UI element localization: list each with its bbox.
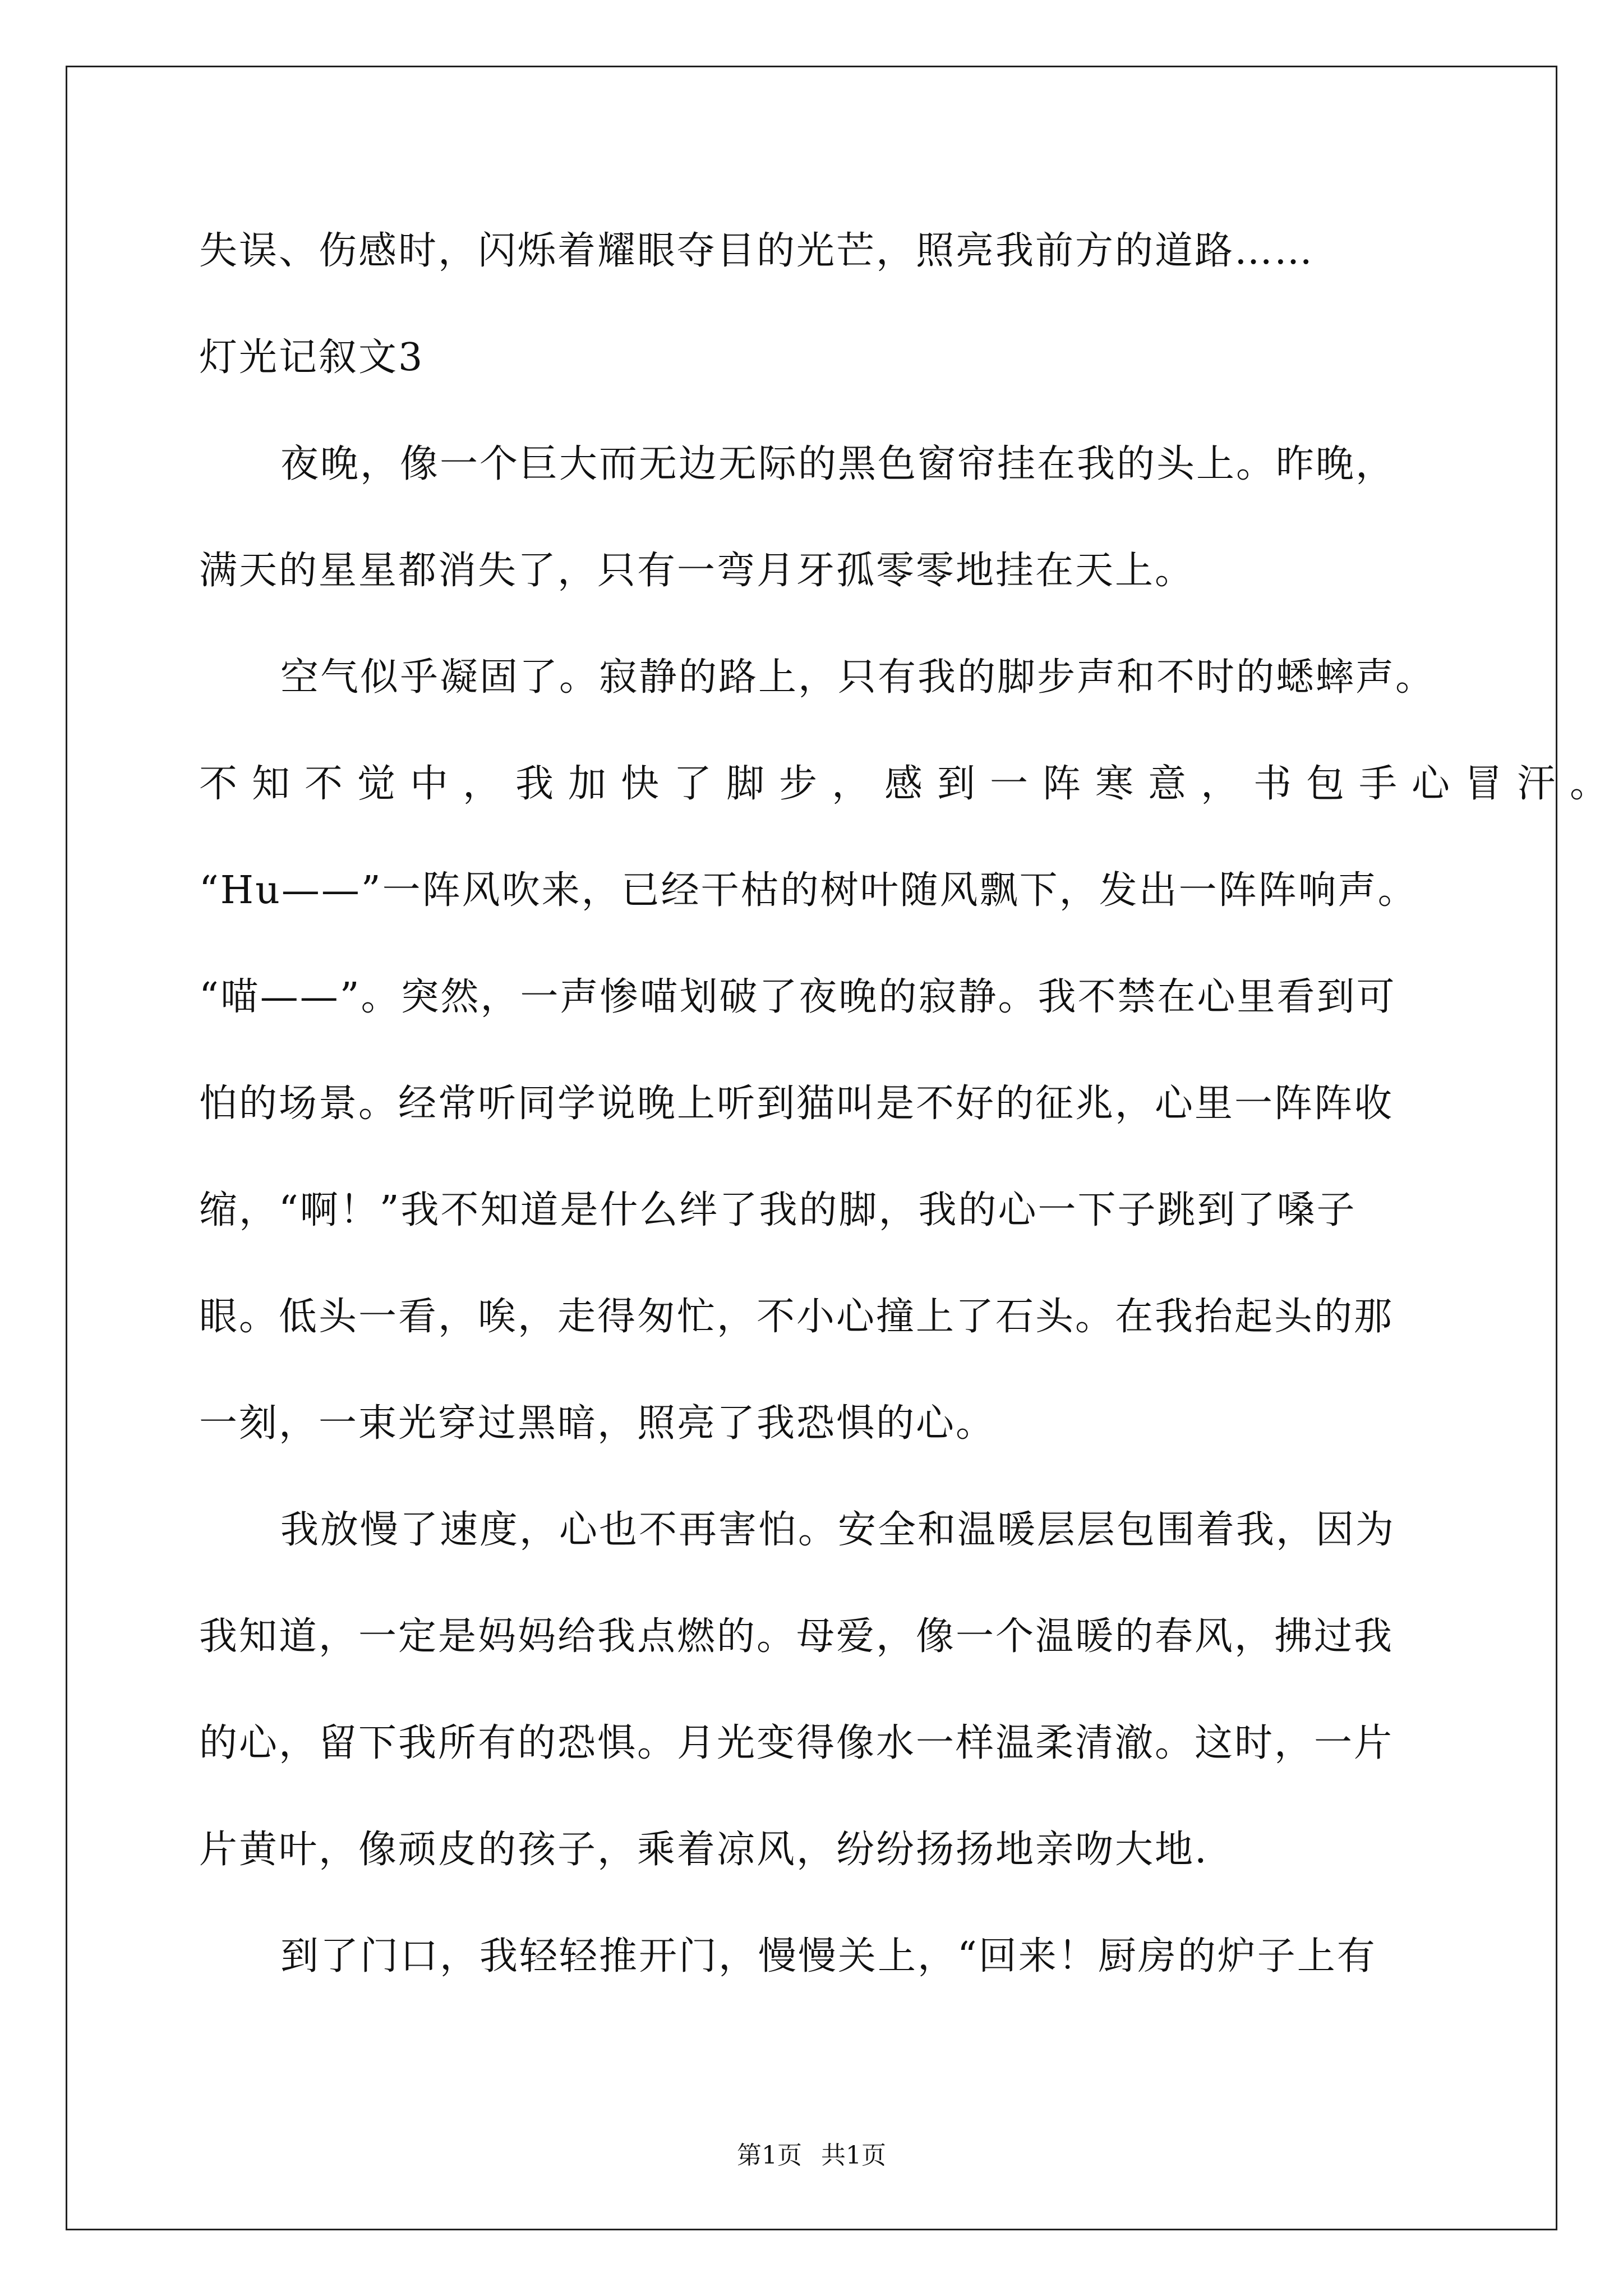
text-line: 不知不觉中，我加快了脚步，感到一阵寒意，书包手心冒汗。 [199,762,1623,806]
text-line: 缩，“啊！”我不知道是什么绊了我的脚，我的心一下子跳到了嗓子 [199,1188,1357,1232]
page-number-footer: 第1页 共1页 [737,2141,886,2170]
text-line: 我放慢了速度，心也不再害怕。安全和温暖层层包围着我，因为 [280,1508,1396,1552]
text-line: 的心，留下我所有的恐惧。月光变得像水一样温柔清澈。这时，一片 [199,1721,1394,1765]
text-line: 片黄叶，像顽皮的孩子，乘着凉风，纷纷扬扬地亲吻大地. [199,1828,1209,1872]
text-line: 我知道，一定是妈妈给我点燃的。母爱，像一个温暖的春风，拂过我 [199,1614,1394,1659]
text-line: 眼。低头一看，唉，走得匆忙，不小心撞上了石头。在我抬起头的那 [199,1295,1394,1339]
page-border [66,66,1557,2230]
text-line: 满天的星星都消失了，只有一弯月牙孤零零地挂在天上。 [199,549,1195,593]
section-heading: 灯光记叙文3 [199,335,425,380]
text-line: “Hu——”一阵风吹来，已经干枯的树叶随风飘下，发出一阵阵响声。 [199,868,1418,913]
text-line: 到了门口，我轻轻推开门，慢慢关上，“回来！厨房的炉子上有 [280,1934,1377,1978]
text-line: 怕的场景。经常听同学说晚上听到猫叫是不好的征兆，心里一阵阵收 [199,1082,1394,1126]
text-line: 夜晚，像一个巨大而无边无际的黑色窗帘挂在我的头上。昨晚， [280,442,1396,486]
text-line: 一刻，一束光穿过黑暗，照亮了我恐惧的心。 [199,1401,996,1446]
text-line: 失误、伤感时，闪烁着耀眼夺目的光芒，照亮我前方的道路…… [199,229,1315,273]
text-line: 空气似乎凝固了。寂静的路上，只有我的脚步声和不时的蟋蟀声。 [280,655,1436,700]
text-line: “喵——”。突然，一声惨喵划破了夜晚的寂静。我不禁在心里看到可 [199,975,1396,1019]
